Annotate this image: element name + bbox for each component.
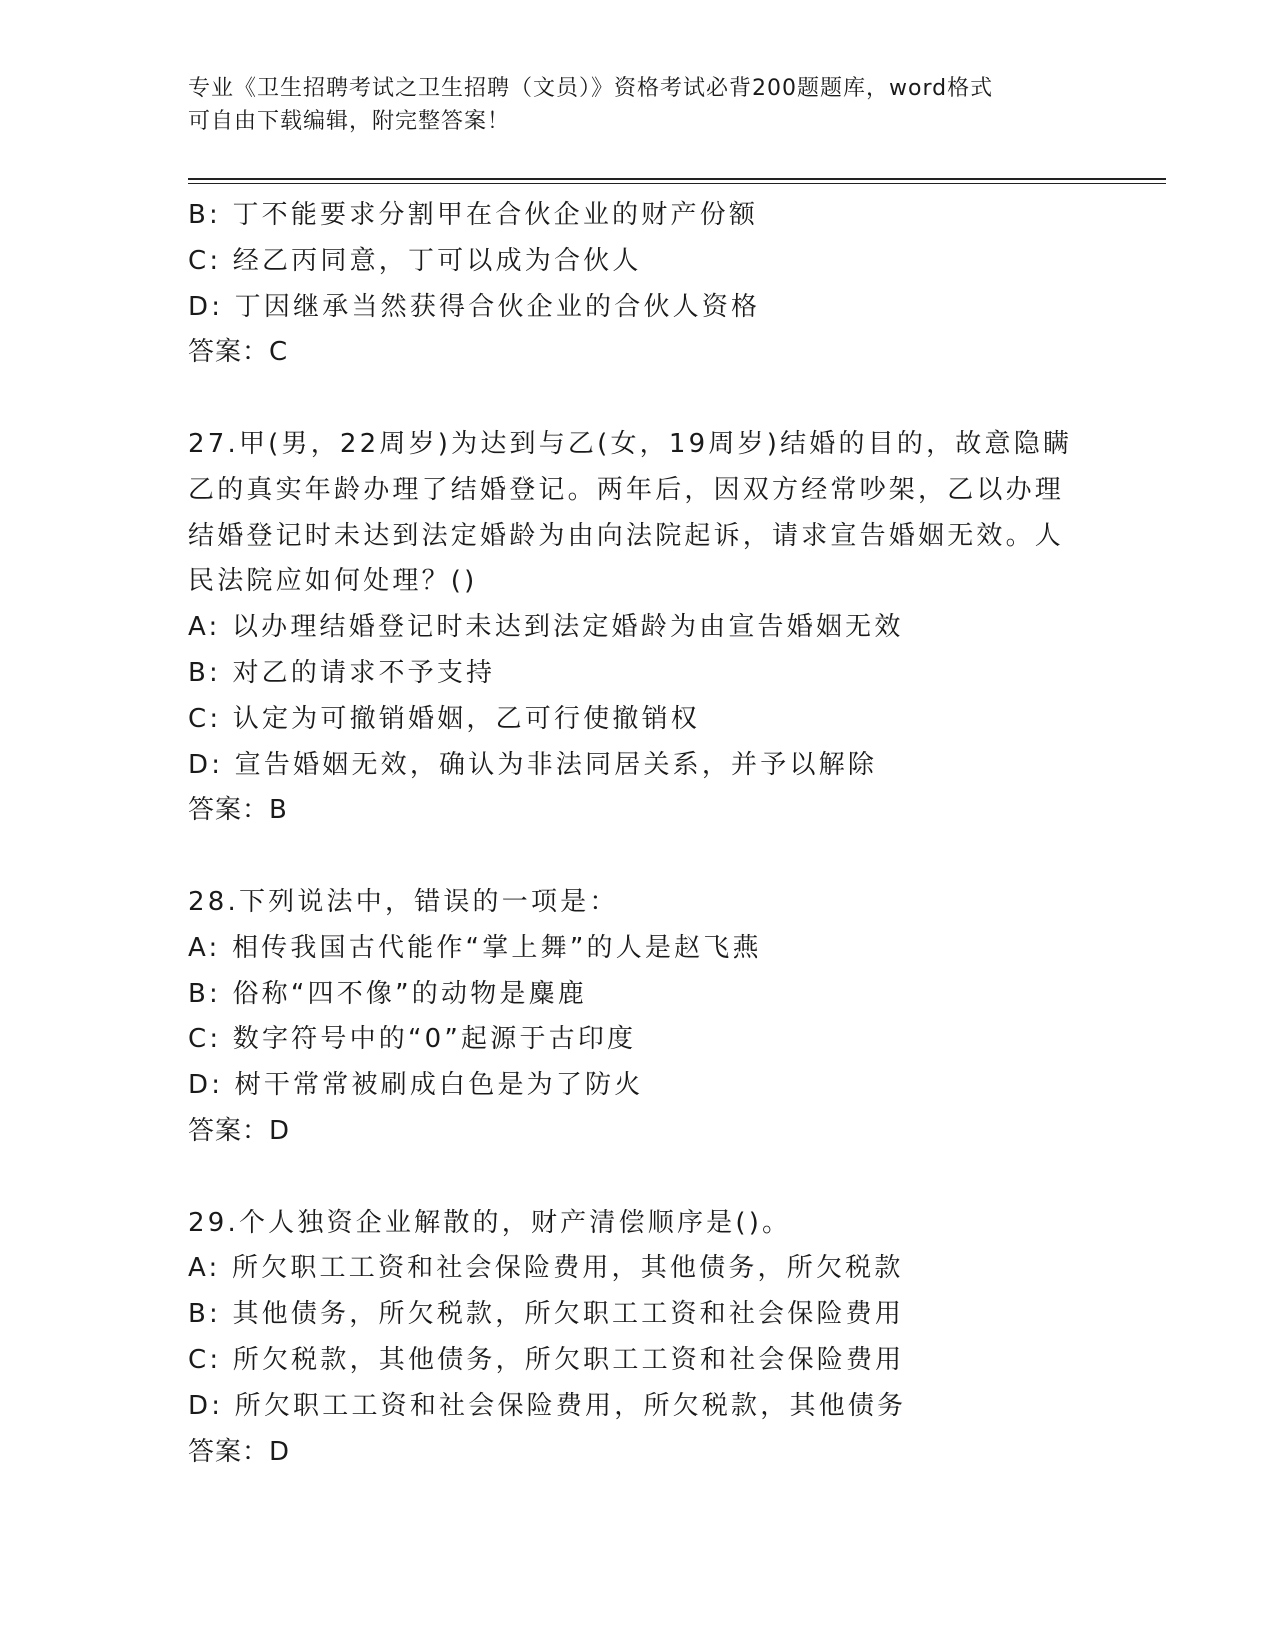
header-divider-thick [188,178,1166,180]
question-text-line: 结婚登记时未达到法定婚龄为由向法院起诉，请求宣告婚姻无效。人 [188,520,1065,551]
spacer [188,834,1088,880]
option-d: D: 宣告婚姻无效，确认为非法同居关系，并予以解除 [188,749,878,780]
header-title-line-2: 可自由下载编辑，附完整答案！ [188,109,511,134]
question-text-line: 民法院应如何处理？() [188,566,478,597]
answer: 答案：D [188,1115,291,1146]
header-divider-thin [188,183,1166,184]
answer: 答案：C [188,337,289,368]
option-c: C: 经乙丙同意，丁可以成为合伙人 [188,245,642,276]
option-b: B: 俗称“四不像”的动物是麋鹿 [188,978,588,1009]
option-a: A: 所欠职工工资和社会保险费用，其他债务，所欠税款 [188,1253,904,1284]
question-29 [188,1201,1088,1476]
question-text-line: 28.下列说法中，错误的一项是： [188,886,619,917]
question-text-line: 乙的真实年龄办理了结婚登记。两年后，因双方经常吵架，乙以办理 [188,474,1065,505]
header-title-line-1: 专业《卫生招聘考试之卫生招聘（文员）》资格考试必背200题题库，word格式 [188,76,994,101]
option-d: D: 丁因继承当然获得合伙企业的合伙人资格 [188,291,761,322]
spacer [188,376,1088,422]
question-27 [188,422,1088,834]
option-b: B: 丁不能要求分割甲在合伙企业的财产份额 [188,200,759,230]
answer: 答案：B [188,795,288,826]
question-text-line: 27.甲(男，22周岁)为达到与乙(女，19周岁)结婚的目的，故意隐瞒 [188,428,1073,459]
option-d: D: 树干常常被刷成白色是为了防火 [188,1070,644,1101]
option-a: A: 以办理结婚登记时未达到法定婚龄为由宣告婚姻无效 [188,612,904,643]
option-c: C: 所欠税款，其他债务，所欠职工工资和社会保险费用 [188,1344,905,1375]
option-b: B: 其他债务，所欠税款，所欠职工工资和社会保险费用 [188,1299,905,1330]
option-c: C: 数字符号中的“0”起源于古印度 [188,1024,637,1055]
option-b: B: 对乙的请求不予支持 [188,657,496,688]
question-list [188,193,1088,1475]
answer: 答案：D [188,1436,291,1467]
document-header [188,72,1088,138]
spacer [188,1155,1088,1201]
question-26-tail [188,193,1088,376]
option-d: D: 所欠职工工资和社会保险费用，所欠税款，其他债务 [188,1390,907,1421]
question-28 [188,880,1088,1155]
option-c: C: 认定为可撤销婚姻，乙可行使撤销权 [188,703,700,734]
question-text-line: 29.个人独资企业解散的，财产清偿顺序是()。 [188,1207,792,1238]
option-a: A: 相传我国古代能作“掌上舞”的人是赵飞燕 [188,932,762,963]
